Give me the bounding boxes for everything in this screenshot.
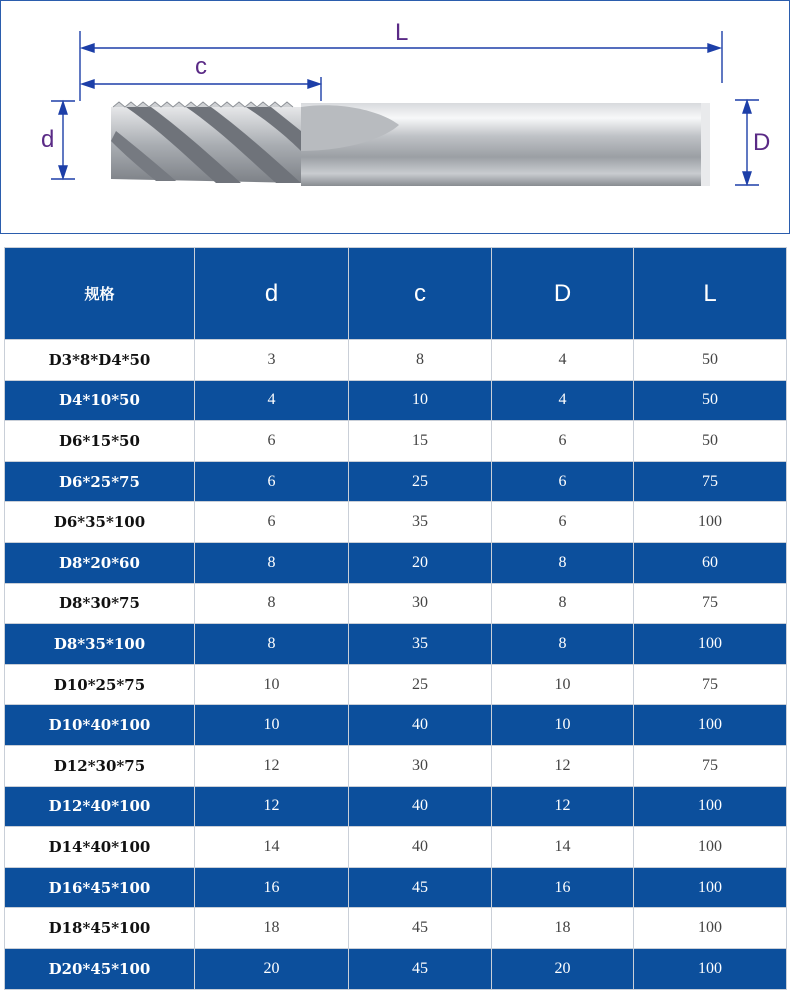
- table-row: [5, 340, 787, 381]
- spec-name-cell: D20*45*100: [5, 948, 195, 989]
- tool-diagram: [0, 0, 790, 234]
- spec-name-cell: D8*20*60: [5, 542, 195, 583]
- table-row: [5, 827, 787, 868]
- value-cell: 8: [195, 583, 349, 624]
- value-cell: 40: [349, 705, 492, 746]
- value-cell: 8: [349, 340, 492, 381]
- value-cell: 25: [349, 664, 492, 705]
- value-cell: 75: [634, 664, 787, 705]
- value-cell: 35: [349, 624, 492, 665]
- value-cell: 100: [634, 786, 787, 827]
- value-cell: 15: [349, 421, 492, 462]
- spec-name-cell: D16*45*100: [5, 867, 195, 908]
- value-cell: 4: [492, 380, 634, 421]
- header-L: L: [634, 248, 787, 340]
- value-cell: 75: [634, 745, 787, 786]
- value-cell: 8: [492, 624, 634, 665]
- value-cell: 20: [195, 948, 349, 989]
- dimension-label-d: d: [41, 126, 55, 153]
- table-row: [5, 380, 787, 421]
- spec-name-cell: D6*35*100: [5, 502, 195, 543]
- value-cell: 12: [195, 745, 349, 786]
- value-cell: 14: [195, 827, 349, 868]
- table-body: [5, 340, 787, 990]
- value-cell: 8: [195, 624, 349, 665]
- value-cell: 40: [349, 786, 492, 827]
- value-cell: 50: [634, 340, 787, 381]
- value-cell: 50: [634, 421, 787, 462]
- value-cell: 75: [634, 461, 787, 502]
- value-cell: 100: [634, 908, 787, 949]
- value-cell: 20: [349, 542, 492, 583]
- table-row: [5, 948, 787, 989]
- table-row: [5, 664, 787, 705]
- value-cell: 100: [634, 948, 787, 989]
- table-row: [5, 786, 787, 827]
- value-cell: 6: [195, 461, 349, 502]
- value-cell: 100: [634, 624, 787, 665]
- spec-name-cell: D6*15*50: [5, 421, 195, 462]
- table-row: [5, 624, 787, 665]
- table-row: [5, 502, 787, 543]
- value-cell: 45: [349, 867, 492, 908]
- value-cell: 6: [195, 502, 349, 543]
- table-row: [5, 705, 787, 746]
- value-cell: 14: [492, 827, 634, 868]
- value-cell: 100: [634, 502, 787, 543]
- value-cell: 8: [492, 542, 634, 583]
- value-cell: 12: [195, 786, 349, 827]
- value-cell: 10: [492, 705, 634, 746]
- value-cell: 18: [195, 908, 349, 949]
- value-cell: 6: [492, 421, 634, 462]
- value-cell: 75: [634, 583, 787, 624]
- dimension-label-c: c: [195, 53, 207, 80]
- header-c: c: [349, 248, 492, 340]
- spec-name-cell: D4*10*50: [5, 380, 195, 421]
- table-row: [5, 421, 787, 462]
- value-cell: 100: [634, 827, 787, 868]
- value-cell: 8: [195, 542, 349, 583]
- spec-name-cell: D10*25*75: [5, 664, 195, 705]
- spec-name-cell: D12*40*100: [5, 786, 195, 827]
- value-cell: 6: [492, 461, 634, 502]
- value-cell: 12: [492, 745, 634, 786]
- value-cell: 30: [349, 745, 492, 786]
- value-cell: 25: [349, 461, 492, 502]
- value-cell: 16: [195, 867, 349, 908]
- value-cell: 30: [349, 583, 492, 624]
- value-cell: 4: [492, 340, 634, 381]
- value-cell: 10: [195, 705, 349, 746]
- spec-name-cell: D6*25*75: [5, 461, 195, 502]
- spec-name-cell: D8*35*100: [5, 624, 195, 665]
- header-spec: 规格: [5, 248, 195, 340]
- value-cell: 4: [195, 380, 349, 421]
- table-row: [5, 583, 787, 624]
- value-cell: 6: [195, 421, 349, 462]
- spec-name-cell: D3*8*D4*50: [5, 340, 195, 381]
- value-cell: 8: [492, 583, 634, 624]
- value-cell: 60: [634, 542, 787, 583]
- table-row: [5, 908, 787, 949]
- table-row: [5, 461, 787, 502]
- table-row: [5, 542, 787, 583]
- spec-name-cell: D10*40*100: [5, 705, 195, 746]
- spec-name-cell: D18*45*100: [5, 908, 195, 949]
- table-row: [5, 867, 787, 908]
- spec-name-cell: D12*30*75: [5, 745, 195, 786]
- value-cell: 35: [349, 502, 492, 543]
- value-cell: 45: [349, 948, 492, 989]
- value-cell: 100: [634, 867, 787, 908]
- value-cell: 3: [195, 340, 349, 381]
- spec-name-cell: D8*30*75: [5, 583, 195, 624]
- value-cell: 20: [492, 948, 634, 989]
- value-cell: 40: [349, 827, 492, 868]
- header-D: D: [492, 248, 634, 340]
- value-cell: 16: [492, 867, 634, 908]
- value-cell: 10: [195, 664, 349, 705]
- value-cell: 100: [634, 705, 787, 746]
- value-cell: 10: [349, 380, 492, 421]
- value-cell: 45: [349, 908, 492, 949]
- dimension-label-D: D: [753, 129, 771, 156]
- value-cell: 50: [634, 380, 787, 421]
- dimension-label-L: L: [395, 19, 409, 46]
- table-header-row: [5, 248, 787, 340]
- value-cell: 10: [492, 664, 634, 705]
- table-row: [5, 745, 787, 786]
- spec-name-cell: D14*40*100: [5, 827, 195, 868]
- header-d: d: [195, 248, 349, 340]
- value-cell: 6: [492, 502, 634, 543]
- value-cell: 18: [492, 908, 634, 949]
- spec-table: [4, 247, 787, 990]
- value-cell: 12: [492, 786, 634, 827]
